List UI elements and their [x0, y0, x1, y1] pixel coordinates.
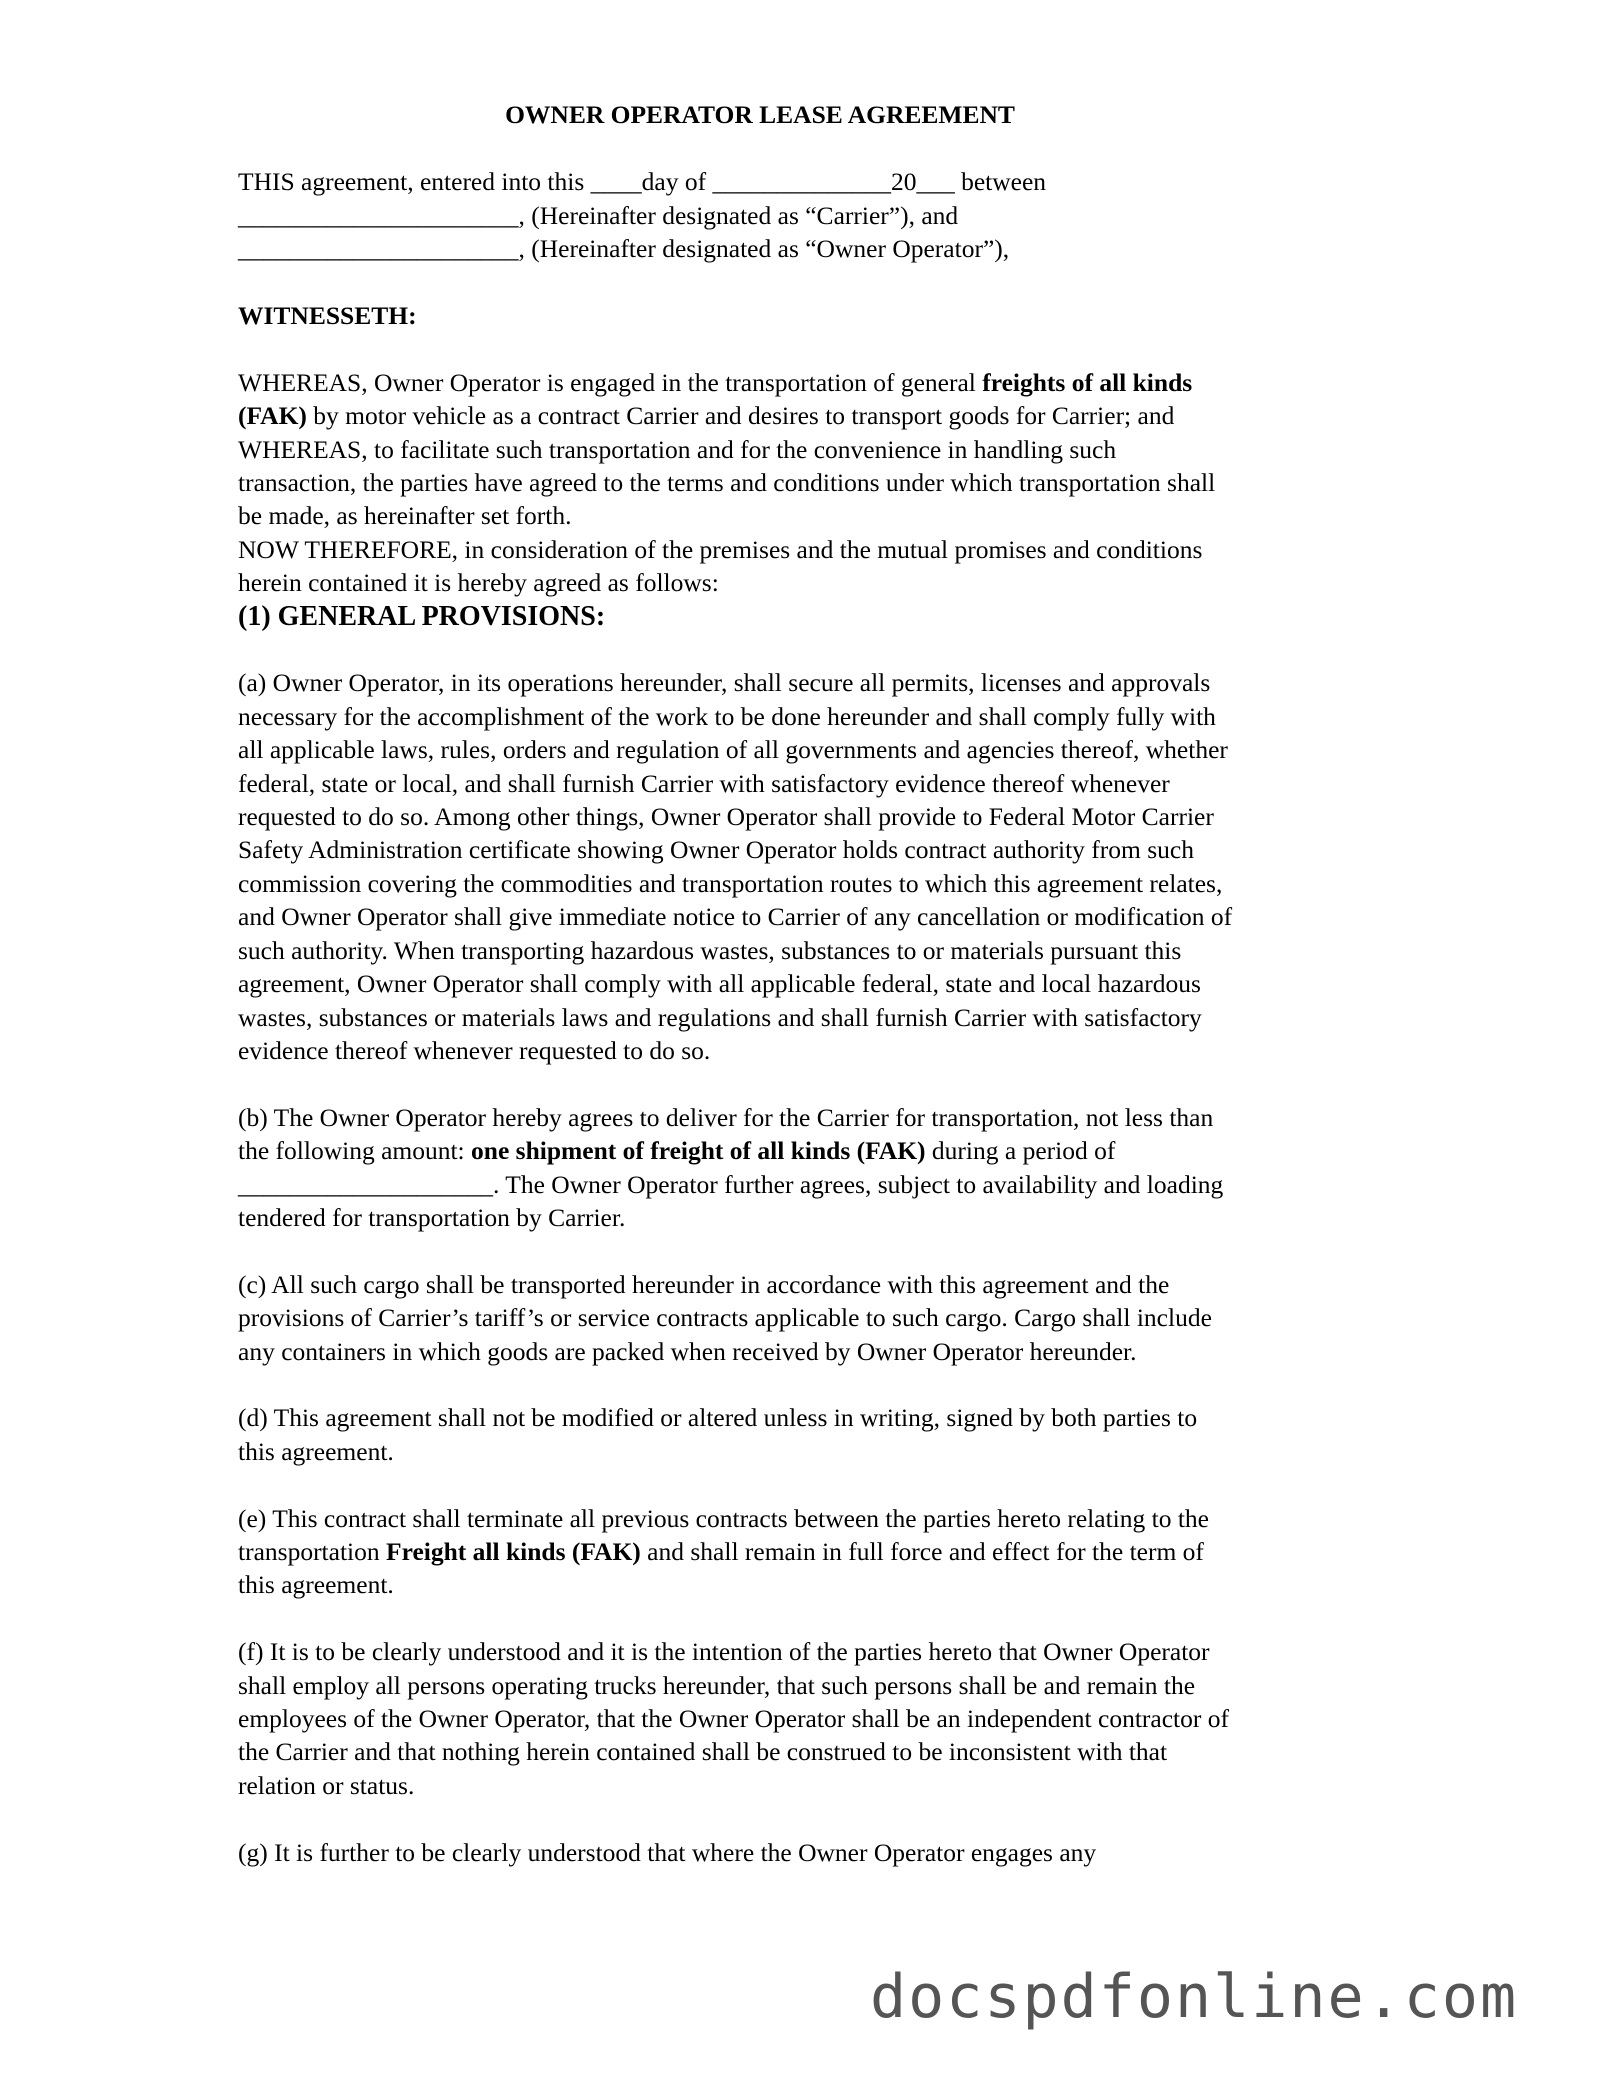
intro-paragraph — [238, 165, 1378, 265]
whereas-line: NOW THEREFORE, in consideration of the premises and the mutual promises and conditions — [238, 534, 1203, 564]
bold-text-run: Freight all kinds (FAK) — [386, 1536, 641, 1566]
paragraph-line: ____________________. The Owner Operator further agrees, subject to availability and loading — [238, 1169, 1224, 1199]
paragraph-line: shall employ all persons operating trucks hereunder, that such persons shall be and remain the — [238, 1670, 1196, 1700]
spacer — [238, 1802, 1378, 1835]
bold-text-run: freights of all kinds — [982, 367, 1193, 397]
spacer — [238, 1602, 1378, 1635]
paragraph-line: all applicable laws, rules, orders and regulation of all governments and agencies thereof, whether — [238, 735, 1228, 765]
whereas-line: transaction, the parties have agreed to the terms and conditions under which transportation shall — [238, 468, 1216, 498]
witnesseth-heading: WITNESSETH: — [238, 301, 417, 331]
spacer — [238, 1234, 1378, 1267]
text-run: and shall remain in full force and effect for the term of — [640, 1536, 1204, 1566]
paragraph-line: this agreement. — [238, 1436, 394, 1466]
paragraph-line: (g) It is further to be clearly understood that where the Owner Operator engages any — [238, 1837, 1097, 1867]
spacer — [238, 1468, 1378, 1501]
paragraph-line: (d) This agreement shall not be modified or altered unless in writing, signed by both parties to — [238, 1403, 1198, 1433]
paragraph-line: the Carrier and that nothing herein contained shall be construed to be inconsistent with that — [238, 1737, 1168, 1767]
paragraph-line: (a) Owner Operator, in its operations hereunder, shall secure all permits, licenses and approvals — [238, 668, 1211, 698]
paragraph-line: necessary for the accomplishment of the work to be done hereunder and shall comply fully with — [238, 701, 1216, 731]
section-heading-general-provisions: (1) GENERAL PROVISIONS: — [238, 600, 606, 632]
paragraph-a — [238, 666, 1378, 1067]
whereas-line — [238, 366, 1378, 399]
paragraph-line: (b) The Owner Operator hereby agrees to deliver for the Carrier for transportation, not less than — [238, 1102, 1214, 1132]
paragraph-line: requested to do so. Among other things, Owner Operator shall provide to Federal Motor Carrier — [238, 802, 1214, 832]
spacer — [238, 332, 1378, 365]
paragraph-line: relation or status. — [238, 1770, 415, 1800]
paragraph-line — [238, 1134, 1378, 1167]
paragraph-line: (e) This contract shall terminate all previous contracts between the parties hereto relating to the — [238, 1503, 1209, 1533]
paragraph-d — [238, 1401, 1378, 1468]
document-page — [238, 98, 1378, 1869]
paragraph-c — [238, 1268, 1378, 1368]
text-run: the following amount: — [238, 1136, 472, 1166]
text-run: by motor vehicle as a contract Carrier and desires to transport goods for Carrier; and — [306, 401, 1175, 431]
whereas-paragraph — [238, 366, 1378, 600]
paragraph-line: employees of the Owner Operator, that the Owner Operator shall be an independent contractor of — [238, 1703, 1229, 1733]
spacer — [238, 1368, 1378, 1401]
spacer — [238, 1067, 1378, 1100]
text-run: during a period of — [925, 1136, 1116, 1166]
paragraph-line: agreement, Owner Operator shall comply with all applicable federal, state and local hazardous — [238, 969, 1201, 999]
paragraph-b — [238, 1101, 1378, 1235]
paragraph-line: tendered for transportation by Carrier. — [238, 1202, 626, 1232]
bold-text-run: one shipment of freight of all kinds (FAK) — [471, 1136, 926, 1166]
intro-line: ______________________, (Hereinafter designated as “Owner Operator”), — [238, 234, 1010, 264]
paragraph-line: such authority. When transporting hazardous wastes, substances to or materials pursuant this — [238, 935, 1182, 965]
intro-line: THIS agreement, entered into this ____day of ______________20___ between — [238, 167, 1047, 197]
spacer — [238, 266, 1378, 299]
paragraph-line: and Owner Operator shall give immediate notice to Carrier of any cancellation or modification of — [238, 902, 1233, 932]
whereas-line — [238, 399, 1378, 432]
paragraph-line: wastes, substances or materials laws and regulations and shall furnish Carrier with satisfactory — [238, 1002, 1202, 1032]
paragraph-line: (f) It is to be clearly understood and it is the intention of the parties hereto that Owner Operator — [238, 1637, 1210, 1667]
text-run: WHEREAS, Owner Operator is engaged in the transportation of general — [238, 367, 983, 397]
bold-text-run: (FAK) — [238, 401, 307, 431]
paragraph-f — [238, 1635, 1378, 1802]
whereas-line: herein contained it is hereby agreed as follows: — [238, 568, 719, 598]
watermark-logo: docspdfonline.com — [870, 1962, 1519, 2032]
paragraph-line: federal, state or local, and shall furnish Carrier with satisfactory evidence thereof whenever — [238, 768, 1170, 798]
paragraph-e — [238, 1502, 1378, 1602]
paragraph-line: this agreement. — [238, 1570, 394, 1600]
whereas-line: WHEREAS, to facilitate such transportation and for the convenience in handling such — [238, 434, 1117, 464]
paragraph-line: evidence thereof whenever requested to do so. — [238, 1035, 711, 1065]
spacer — [238, 633, 1378, 666]
intro-line: ______________________, (Hereinafter designated as “Carrier”), and — [238, 200, 959, 230]
paragraph-g — [238, 1836, 1378, 1869]
paragraph-line: Safety Administration certificate showing Owner Operator holds contract authority from such — [238, 835, 1194, 865]
paragraph-line — [238, 1535, 1378, 1568]
whereas-line: be made, as hereinafter set forth. — [238, 501, 572, 531]
text-run: transportation — [238, 1536, 387, 1566]
paragraph-line: provisions of Carrier’s tariff’s or service contracts applicable to such cargo. Cargo shall include — [238, 1303, 1212, 1333]
paragraph-line: any containers in which goods are packed when received by Owner Operator hereunder. — [238, 1336, 1137, 1366]
paragraph-line: (c) All such cargo shall be transported hereunder in accordance with this agreement and the — [238, 1269, 1170, 1299]
document-title: OWNER OPERATOR LEASE AGREEMENT — [505, 100, 1015, 129]
paragraph-line: commission covering the commodities and transportation routes to which this agreement relates, — [238, 868, 1223, 898]
